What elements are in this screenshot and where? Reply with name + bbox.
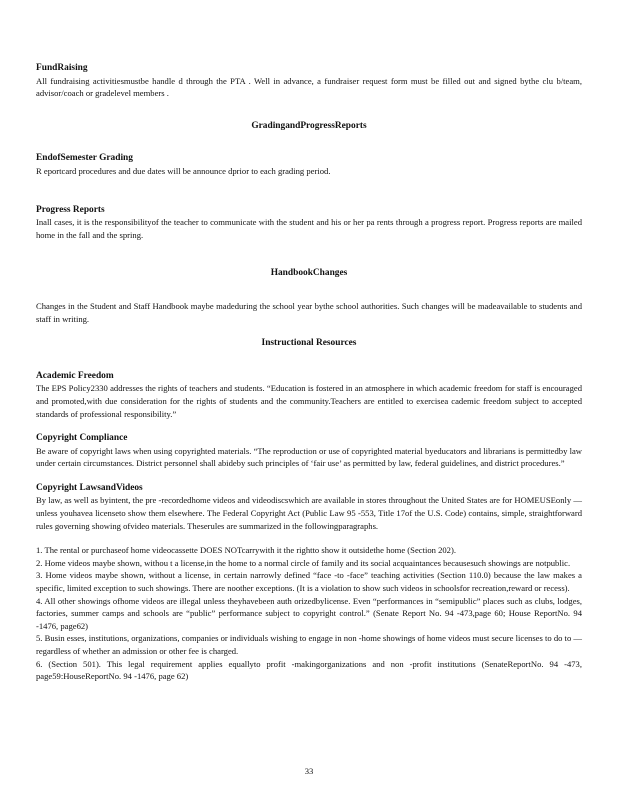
handbook-section-title: HandbookChanges xyxy=(270,268,348,279)
progress-reports-body: Inall cases, it is the responsibilityof the teacher to communicate with the student and his or her pa rents through a progress report. Progress reports are mailed home in the fall and the spring. xyxy=(36,217,582,240)
list-item: 6. (Section 501). This legal requirement applies equallyto profit -makingorganizations and non -profit institutions (SenateReportNo. 94 -473, page59:HouseReportNo. 94 -1476, page 62) xyxy=(36,658,582,682)
page-number: 33 xyxy=(304,766,314,776)
list-item: 2. Home videos maybe shown, withou t a license,in the home to a normal circle of family and its social acquaintances becausesuch showings are notpublic. xyxy=(36,557,571,568)
list-item: 4. All other showings ofhome videos are illegal unless theyhavebeen auth orizedbylicense. Even “performances in “semipublic” places such as clubs, lodges, factories, summer camps and schools are “public” performance subject to copyright control.” (Senate Report No. 94 -473,page 60; House ReportNo. 94 -1476, page62) xyxy=(36,595,582,631)
academic-freedom-heading: Academic Freedom xyxy=(36,370,114,381)
instructional-section-title: Instructional Resources xyxy=(261,338,357,349)
copyright-videos-body: By law, as well as byintent, the pre -recordedhome videos and videodiscswhich are available in stores throughout the United States are for HOMEUSEonly —unless youhavea licenseto show them elsewhere. The Federal Copyright Act (Public Law 95 -553, Title 17of the U.S. Code) contains, simple, straightforward rules governing showing ofvideo materials. Theserules are summarized in the followingparagraphs. xyxy=(36,495,582,531)
grading-section-title: GradingandProgressReports xyxy=(251,120,367,131)
end-of-semester-body: R eportcard procedures and due dates will be announce dprior to each grading period. xyxy=(36,165,331,176)
progress-reports-heading: Progress Reports xyxy=(36,204,105,215)
list-item: 5. Busin esses, institutions, organizations, companies or individuals wishing to engage in non -home showings of home videos must secure licenses to do to — regardless of whether an admission or other fee is charged. xyxy=(36,633,582,656)
copyright-videos-heading: Copyright LawsandVideos xyxy=(36,482,143,493)
fundraising-body: All fundraising activitiesmustbe handle d through the PTA . Well in advance, a fundraiser request form must be filled out and signed bythe clu b/team, advisor/coach or gradelevel members . xyxy=(36,75,582,99)
copyright-compliance-body: Be aware of copyright laws when using copyrighted materials. “The reproduction or use of copyrighted material byeducators and librarians is permittedby law under certain circumstances. District personnel shall abideby such principles of ‘fair use’ as permitted by law, federal guidelines, and district procedures.” xyxy=(36,445,582,469)
academic-freedom-body: The EPS Policy2330 addresses the rights of teachers and students. “Education is fostered in an atmosphere in which academic freedom for staff is encouraged and promoted,with due consideration for the rights of students and the community.Teachers are entitled to exercisea cademic freedom subject to accepted standards of professional responsibility.” xyxy=(36,383,582,419)
document-page xyxy=(36,62,582,683)
end-of-semester-heading: EndofSemester Grading xyxy=(36,153,133,164)
copyright-compliance-heading: Copyright Compliance xyxy=(36,433,128,444)
list-item: 1. The rental or purchaseof home videocassette DOES NOTcarrywith it the rightto show it outsidethe home (Section 202). xyxy=(36,545,456,556)
handbook-changes-body: Changes in the Student and Staff Handbook maybe madeduring the school year bythe school authorities. Such changes will be madeavailable to students and staff in writing. xyxy=(36,300,582,324)
fundraising-heading: FundRaising xyxy=(36,63,88,73)
list-item: 3. Home videos maybe shown, without a license, in certain narrowly defined “face -to -face” teaching activities (Section 110.0) because the law makes a specific, limited exception to such showings. There are noother exceptions. (It is a violation to show such videos in schoolsfor recreation,reward or recess). xyxy=(36,570,582,594)
